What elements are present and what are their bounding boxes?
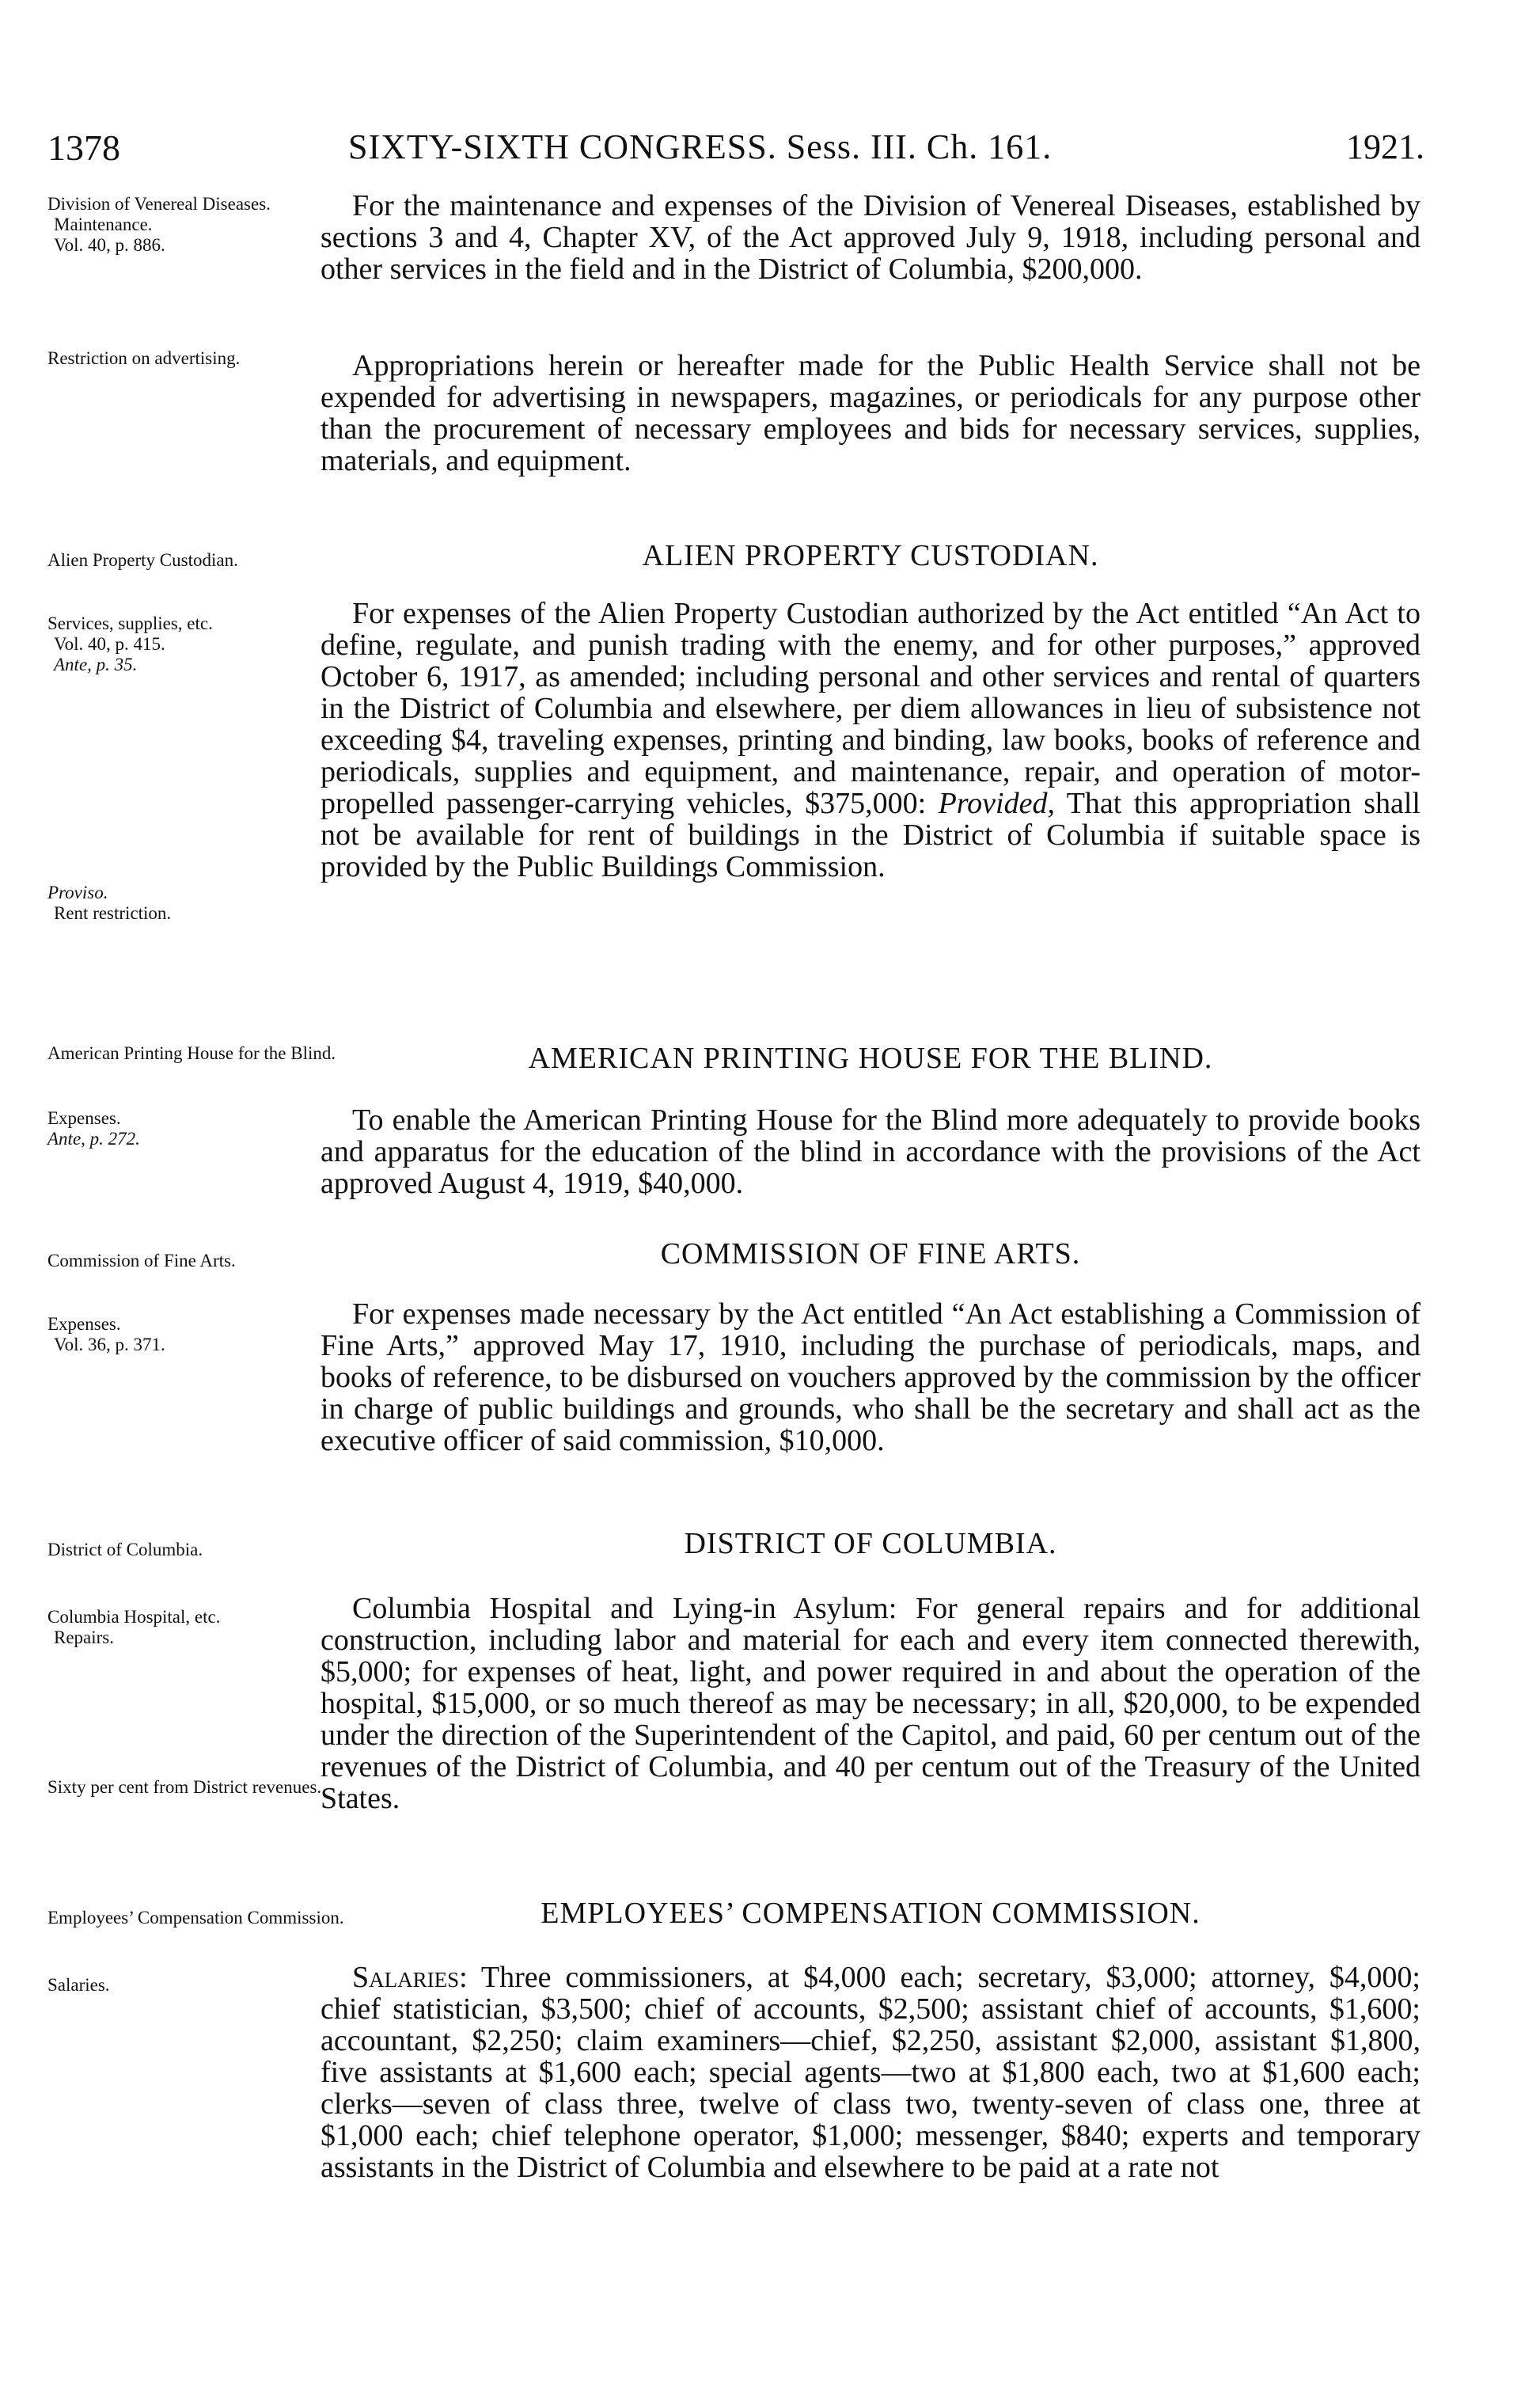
running-title: SIXTY-SIXTH CONGRESS. Sess. III. Ch. 161. — [348, 127, 1053, 166]
heading-fine-arts: COMMISSION OF FINE ARTS. — [660, 1237, 1081, 1270]
salaries-lead: Salaries: — [352, 1961, 468, 1994]
margin-note-salaries: Salaries. — [47, 1975, 110, 1995]
heading-printing-house: AMERICAN PRINTING HOUSE FOR THE BLIND. — [528, 1042, 1213, 1075]
header-year: 1921. — [1346, 127, 1424, 166]
margin-note-fine-arts-heading: Commission of Fine Arts. — [47, 1251, 236, 1270]
page-number: 1378 — [47, 127, 120, 168]
paragraph-salaries: Salaries: Three commissioners, at $4,000 each; secretary, $3,000; attorney, $4,000; chief statistician, $3,500; chief of accounts, $2,500; assistant chief of accounts, $1,600; accountant, $2,250; claim examiners—chief, $2,250, assistant $2,000, assistant $1,800, five assistants at $1,600 each; special agents—two at $1,800 each, two at $1,600 each; clerks—seven of class three, twelve of class two, twenty-seven of class one, three at $1,000 each; chief telephone operator, $1,000; messenger, $840; experts and temporary assistants in the District of Columbia and elsewhere to be paid at a rate not — [321, 1961, 1421, 2184]
margin-note-columbia-hospital: Columbia Hospital, etc. Repairs. — [47, 1607, 221, 1647]
heading-alien-property: ALIEN PROPERTY CUSTODIAN. — [642, 539, 1099, 572]
paragraph-alien-property: For expenses of the Alien Property Custodian authorized by the Act entitled “An Act to define, regulate, and punish trading with the enemy, and for other purposes,” approved October 6, 1917, as amended; including personal and other services and rental of quarters in the District of Columbia and elsewhere, per diem allowances in lieu of subsistence not exceeding $4, traveling expenses, printing and binding, law books, books of reference and periodicals, supplies and equipment, and maintenance, repair, and operation of motor-propelled passenger-carrying vehicles, $375,000: Provided, That this appropriation shall not be available for rent of buildings in the District of Columbia if suitable space is provided by the Public Buildings Commission. — [321, 597, 1421, 883]
proviso-word: Provided, — [938, 787, 1055, 820]
paragraph-venereal: For the maintenance and expenses of the Division of Venereal Diseases, established by sections 3 and 4, Chapter XV, of the Act approved July 9, 1918, including personal and other services in the field and in the District of Columbia, $200,000. — [321, 189, 1421, 286]
paragraph-advertising: Appropriations herein or hereafter made for the Public Health Service shall not be expended for advertising in newspapers, magazines, or periodicals for any purpose other than the procurement of necessary employees and bids for necessary services, supplies, materials, and equipment. — [321, 349, 1421, 477]
heading-district-of-columbia: DISTRICT OF COLUMBIA. — [684, 1527, 1057, 1560]
heading-compensation-commission: EMPLOYEES’ COMPENSATION COMMISSION. — [541, 1897, 1201, 1930]
paragraph-fine-arts: For expenses made necessary by the Act entitled “An Act establishing a Commission of Fine Arts,” approved May 17, 1910, including the purchase of periodicals, maps, and books of reference, to be disbursed on vouchers approved by the commission by the officer in charge of public buildings and grounds, who shall be the secretary and shall act as the executive officer of said commission, $10,000. — [321, 1297, 1421, 1457]
margin-note-proviso: Proviso. Rent restriction. — [47, 883, 172, 923]
margin-note-compensation-heading: Employees’ Compensation Commission. — [47, 1908, 344, 1928]
margin-note-advertising: Restriction on advertising. — [47, 348, 241, 368]
margin-note-alien-services: Services, supplies, etc. Vol. 40, p. 415. Ante, p. 35. — [47, 613, 213, 674]
margin-note-district-revenues: Sixty per cent from District revenues. — [47, 1777, 322, 1797]
margin-note-alien-heading: Alien Property Custodian. — [47, 550, 238, 570]
page-header — [47, 119, 1424, 174]
margin-note-fine-arts-expenses: Expenses. Vol. 36, p. 371. — [47, 1314, 165, 1354]
margin-note-district-heading: District of Columbia. — [47, 1540, 203, 1559]
paragraph-printing-house: To enable the American Printing House for the Blind more adequately to provide books and apparatus for the education of the blind in accordance with the provisions of the Act approved August 4, 1919, $40,000. — [321, 1103, 1421, 1200]
margin-note-printing-expenses: Expenses. Ante, p. 272. — [47, 1108, 140, 1149]
margin-note-venereal: Division of Venereal Diseases. Maintenance. Vol. 40, p. 886. — [47, 194, 271, 255]
paragraph-columbia-hospital: Columbia Hospital and Lying-in Asylum: For general repairs and for additional construction, including labor and material for each and every item connected therewith, $5,000; for expenses of heat, light, and power required in and about the operation of the hospital, $15,000, or so much thereof as may be necessary; in all, $20,000, to be expended under the direction of the Superintendent of the Capitol, and paid, 60 per centum out of the revenues of the District of Columbia, and 40 per centum out of the Treasury of the United States. — [321, 1592, 1421, 1815]
margin-note-printing-heading: American Printing House for the Blind. — [47, 1043, 336, 1063]
